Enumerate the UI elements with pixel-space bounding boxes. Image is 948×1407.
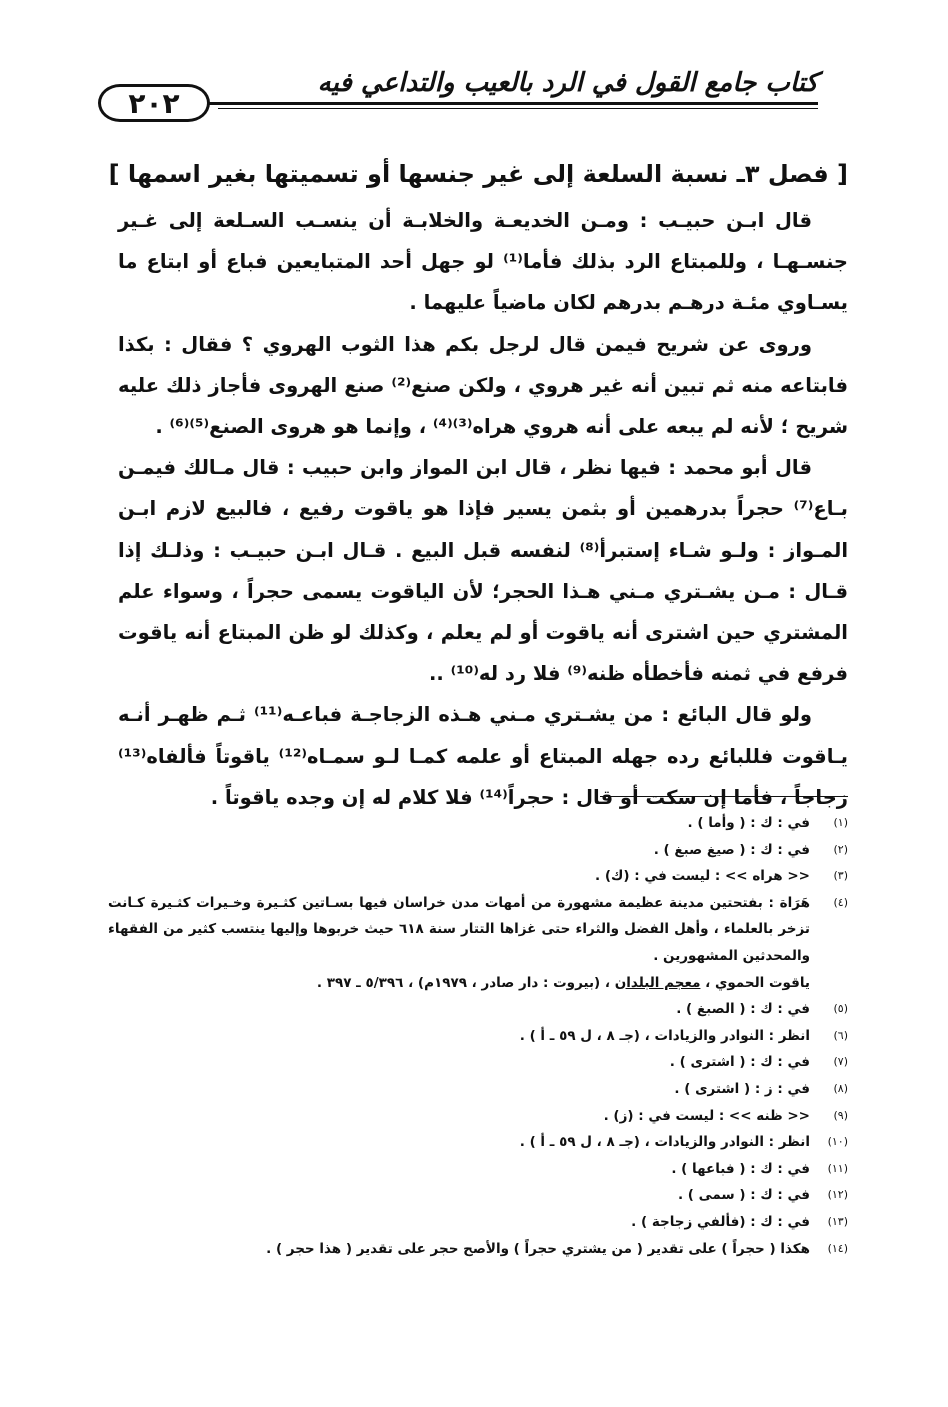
footnote-text: في : ك : ( صيغ صبغ ) . xyxy=(653,841,810,858)
footnote xyxy=(108,837,848,864)
footnote-number: (١١) xyxy=(827,1161,848,1175)
footnote-number: (٣) xyxy=(833,869,848,883)
page-number: ٢٠٢ xyxy=(98,84,210,122)
paragraph: وروى عن شريح فيمن قال لرجل بكم هذا الثوب الهروي ؟ فقال : بكذا فابتاعه منه ثم تبين أنه غير هروي ، ولكن صنع⁽²⁾ صنع الهروى فأجاز ذلك عليه شريح ؛ لأنه لم يبعه على أنه هروي هراه⁽³⁾⁽⁴⁾ ، وإنما هو هروى الصنع⁽⁵⁾⁽⁶⁾ . xyxy=(118,332,848,439)
footnote xyxy=(108,1103,848,1130)
paragraph: ولو قال البائع : من يشـتري مـني هـذه الزجاجـة فباعـه⁽¹¹⁾ ثـم ظهـر أنـه يـاقوت فللبائع رده جهله المبتاع أو علمه كمـا لـو سمـاه⁽¹²⁾ ياقوتاً فألفاه⁽¹³⁾ زجاجاً ، فأما إن سكت أو قال : حجراً⁽¹⁴⁾ فلا كلام له إن وجده ياقوتاً . xyxy=(118,703,848,809)
footnote xyxy=(108,996,848,1023)
footnote-text: هَرَاة : بفتحتين مدينة عظيمة مشهورة من أمهات مدن خراسان فيها بسـاتين كثـيرة وخـيرات كثـيرة كـانت تزخر بالعلماء ، وأهل الفضل والثراء حتى غزاها التتار سنة ٦١٨ حيث خربوها وإليها ينتسب كثير من الفقهاء والمحدثين المشهورين . xyxy=(108,894,810,964)
footnote-number: (٧) xyxy=(833,1055,848,1069)
source-details: ، (بيروت : دار صادر ، ١٩٧٩م) ، ٥/٣٩٦ ـ ٣٩٧ . xyxy=(316,974,615,991)
footnote xyxy=(108,1076,848,1103)
footnote-number: (٩) xyxy=(833,1108,848,1122)
footnote-separator xyxy=(600,796,848,797)
footnote xyxy=(108,1209,848,1236)
footnote-text: في : ك : ( الصبغ ) . xyxy=(676,1001,810,1018)
footnote-number: (١٣) xyxy=(827,1214,848,1228)
footnote-number: (١٠) xyxy=(827,1135,848,1149)
footnote-text: في : ك : ( وأما ) . xyxy=(687,815,810,831)
footnote xyxy=(108,810,848,837)
footnote xyxy=(108,1236,848,1263)
footnote-number: (١) xyxy=(833,816,848,829)
footnote-number: (٢) xyxy=(833,842,848,856)
footnote-text: في : ك : ( سمى ) . xyxy=(677,1187,810,1204)
footnote-number: (١٢) xyxy=(827,1188,848,1202)
footnote xyxy=(108,890,848,970)
source-title: معجم البلدان xyxy=(614,974,701,991)
footnotes xyxy=(108,810,848,1262)
paragraph: قال ابـن حبيـب : ومـن الخديعـة والخلابـة أن ينسـب السـلعة إلى غـير جنسـهـا ، وللمبتاع الرد بذلك فأما⁽¹⁾ لو جهل أحد المتبايعين فباع أو ابتاع ما يسـاوي مئـة درهـم بدرهم لكان ماضياً عليهما . xyxy=(118,209,848,315)
source-author: ياقوت الحموي ، xyxy=(700,974,810,991)
footnote-number: (١٤) xyxy=(827,1241,848,1255)
footnote-text: انظر : النوادر والزيادات ، (جـ ٨ ، ل ٥٩ ـ أ ) . xyxy=(519,1134,810,1151)
header-rule-thin xyxy=(218,108,818,109)
book-title: كتاب جامع القول في الرد بالعيب والتداعي فيه xyxy=(317,68,818,98)
footnote xyxy=(108,1182,848,1209)
footnote-text: في : ز : ( اشترى ) . xyxy=(674,1080,810,1097)
footnote-number: (٤) xyxy=(833,895,848,909)
chapter-heading: [ فصل ٣ـ نسبة السلعة إلى غير جنسها أو تسميتها بغير اسمها ] xyxy=(108,160,848,188)
footnote xyxy=(108,1156,848,1183)
footnote-text: << هراه >> : ليست في : (ك) . xyxy=(595,868,810,885)
footnote-number: (٥) xyxy=(833,1002,848,1016)
paragraph: قال أبو محمد : فيها نظر ، قال ابن المواز وابن حبيب : قال مـالك فيمـن بـاع⁽⁷⁾ حجراً بدرهمين أو بثمن يسير فإذا هو ياقوت رفيع ، فالبيع لازم ابـن المـواز : ولـو شـاء إستبرأ⁽⁸⁾ لنفسه قبل البيع . قـال ابـن حبيـب : وذلـك إذا قـال : مـن يشـتري مـني هـذا الحجر؛ لأن الياقوت يسمى حجراً ، وسواء علم المشتري حين اشترى أنه ياقوت أو لم يعلم ، وكذلك لو ظن المبتاع أنه ياقوت فرفع في ثمنه فأخطأه ظنه⁽⁹⁾ فلا رد له⁽¹⁰⁾ .. xyxy=(118,456,849,686)
footnote-text: انظر : النوادر والزيادات ، (جـ ٨ ، ل ٥٩ ـ أ ) . xyxy=(519,1027,810,1044)
footnote xyxy=(108,863,848,890)
page-header xyxy=(98,62,818,122)
footnote-text: في : ك : ( فباعها ) . xyxy=(671,1160,810,1177)
footnote xyxy=(108,1023,848,1050)
footnote xyxy=(108,1129,848,1156)
footnote-text: هكذا ( حجراً ) على تقدير ( من يشتري حجراً ) والأصح حجر على تقدير ( هذا حجر ) . xyxy=(266,1240,810,1257)
footnote-text: في : ك : ( اشترى ) . xyxy=(669,1054,810,1071)
footnote-number: (٦) xyxy=(833,1028,848,1042)
footnote-text: في : ك : (فألفي زجاجة ) . xyxy=(631,1213,810,1230)
footnote-source xyxy=(108,970,848,997)
footnote xyxy=(108,1049,848,1076)
header-rule xyxy=(168,102,818,105)
main-text xyxy=(118,200,848,818)
footnote-text: << ظنه >> : ليست في : (ز) . xyxy=(603,1107,810,1124)
footnote-number: (٨) xyxy=(833,1081,848,1095)
